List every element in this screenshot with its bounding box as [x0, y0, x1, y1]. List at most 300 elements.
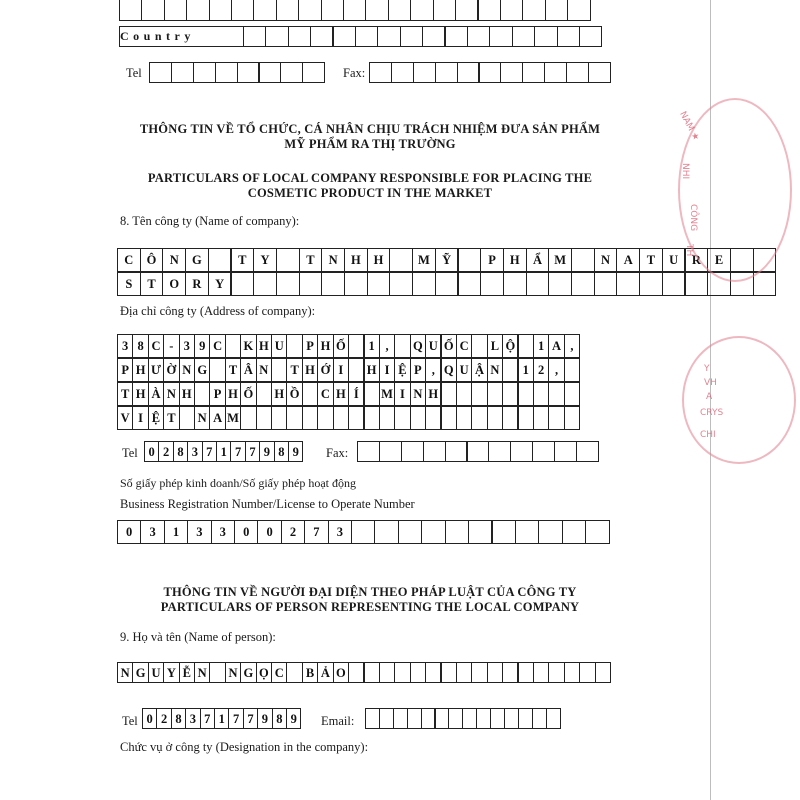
char-cell: [393, 708, 408, 729]
char-cell: [522, 62, 545, 83]
char-cell: [478, 62, 501, 83]
char-cell: [276, 0, 300, 21]
red-stamp-lower: [682, 336, 796, 464]
char-cell: N: [179, 358, 196, 382]
person-name-label: 9. Họ và tên (Name of person):: [120, 630, 276, 644]
char-cell: [317, 406, 334, 430]
char-cell: N: [117, 662, 134, 683]
char-cell: [533, 382, 550, 406]
char-cell: C: [148, 334, 165, 358]
char-cell: 7: [304, 520, 329, 544]
company-fax-grid[interactable]: [358, 441, 599, 462]
char-cell: [517, 334, 534, 358]
company-address-grid-row1[interactable]: [118, 334, 580, 358]
char-cell: [462, 708, 477, 729]
char-cell: Ố: [440, 334, 457, 358]
char-cell: [276, 248, 300, 272]
designation-label: Chức vụ ở công ty (Designation in the company):: [120, 740, 369, 754]
char-cell: 9: [194, 334, 211, 358]
char-cell: H: [302, 358, 319, 382]
char-cell: 3: [185, 708, 201, 729]
char-cell: U: [425, 334, 442, 358]
stamp-text-lower-5: CHI: [700, 430, 716, 440]
char-cell: [503, 272, 527, 296]
char-cell: [209, 0, 233, 21]
char-cell: C: [117, 248, 141, 272]
char-cell: [571, 248, 595, 272]
char-cell: [193, 62, 216, 83]
char-cell: [321, 272, 345, 296]
char-cell: M: [225, 406, 242, 430]
char-cell: M: [379, 382, 396, 406]
char-cell: [489, 26, 513, 47]
char-cell: [554, 441, 577, 462]
char-cell: [510, 441, 533, 462]
char-cell: 3: [187, 441, 203, 462]
char-cell: [545, 0, 569, 21]
char-cell: Ệ: [148, 406, 165, 430]
char-cell: [471, 334, 488, 358]
char-cell: H: [179, 382, 196, 406]
char-cell: [457, 248, 481, 272]
char-cell: C: [456, 334, 473, 358]
char-cell: Ậ: [471, 358, 488, 382]
char-cell: R: [684, 248, 708, 272]
char-cell: [363, 662, 380, 683]
char-cell: [546, 708, 561, 729]
char-cell: [457, 62, 480, 83]
char-cell: [344, 272, 368, 296]
char-cell: [500, 0, 524, 21]
char-cell: [299, 272, 323, 296]
char-cell: E: [707, 248, 731, 272]
char-cell: [365, 708, 380, 729]
char-cell: 7: [245, 441, 261, 462]
char-cell: -: [163, 334, 180, 358]
char-cell: [271, 358, 288, 382]
char-cell: H: [256, 334, 273, 358]
char-cell: N: [194, 662, 211, 683]
company-name-grid-row2[interactable]: [118, 272, 776, 296]
char-cell: N: [487, 358, 504, 382]
char-cell: [394, 334, 411, 358]
char-cell: 2: [281, 520, 306, 544]
char-cell: [410, 662, 427, 683]
char-cell: [491, 520, 516, 544]
char-cell: 8: [132, 334, 149, 358]
char-cell: C: [271, 662, 288, 683]
char-cell: 8: [274, 441, 290, 462]
char-cell: [401, 441, 424, 462]
char-cell: [351, 520, 376, 544]
char-cell: [480, 272, 504, 296]
char-cell: [253, 272, 277, 296]
char-cell: 7: [200, 708, 216, 729]
char-cell: G: [132, 662, 149, 683]
char-cell: 3: [179, 334, 196, 358]
char-cell: [365, 0, 389, 21]
char-cell: H: [333, 382, 350, 406]
char-cell: H: [367, 248, 391, 272]
char-cell: [302, 406, 319, 430]
char-cell: [363, 382, 380, 406]
char-cell: [455, 0, 479, 21]
char-cell: 3: [211, 520, 236, 544]
char-cell: [332, 26, 356, 47]
char-cell: [422, 26, 446, 47]
char-cell: [456, 662, 473, 683]
char-cell: [321, 0, 345, 21]
char-cell: 0: [144, 441, 160, 462]
char-cell: [302, 382, 319, 406]
char-cell: [421, 520, 446, 544]
char-cell: [532, 441, 555, 462]
char-cell: [512, 26, 536, 47]
char-cell: [421, 708, 436, 729]
char-cell: [595, 662, 612, 683]
char-cell: 0: [142, 708, 158, 729]
char-cell: [487, 382, 504, 406]
char-cell: K: [240, 334, 257, 358]
company-heading-en-2: COSMETIC PRODUCT IN THE MARKET: [247, 186, 493, 200]
char-cell: [562, 520, 587, 544]
char-cell: T: [286, 358, 303, 382]
char-cell: [363, 406, 380, 430]
char-cell: [515, 520, 540, 544]
char-cell: Ư: [148, 358, 165, 382]
char-cell: [230, 272, 254, 296]
char-cell: [448, 708, 463, 729]
char-cell: A: [548, 334, 565, 358]
char-cell: 3: [328, 520, 353, 544]
char-cell: N: [225, 662, 242, 683]
char-cell: H: [344, 248, 368, 272]
char-cell: [753, 272, 777, 296]
char-cell: [502, 406, 519, 430]
char-cell: N: [163, 382, 180, 406]
company-address-grid-row4[interactable]: [118, 406, 580, 430]
char-cell: [504, 708, 519, 729]
char-cell: T: [230, 248, 254, 272]
char-cell: N: [594, 248, 618, 272]
char-cell: Ộ: [502, 334, 519, 358]
char-cell: 9: [257, 708, 273, 729]
char-cell: [500, 62, 523, 83]
char-cell: ,: [564, 334, 581, 358]
char-cell: M: [548, 248, 572, 272]
char-cell: [355, 26, 379, 47]
char-cell: [517, 406, 534, 430]
char-cell: 7: [230, 441, 246, 462]
char-cell: U: [456, 358, 473, 382]
person-tel-grid[interactable]: [143, 708, 301, 729]
char-cell: [564, 662, 581, 683]
char-cell: [256, 382, 273, 406]
char-cell: [548, 406, 565, 430]
char-cell: [588, 62, 611, 83]
char-cell: G: [194, 358, 211, 382]
char-cell: [538, 520, 563, 544]
char-cell: [379, 708, 394, 729]
stamp-text-middle-side: TH: [684, 244, 694, 257]
char-cell: Ô: [140, 248, 164, 272]
tel-grid-top[interactable]: [150, 62, 325, 83]
char-cell: ,: [425, 358, 442, 382]
char-cell: [379, 406, 396, 430]
char-cell: [240, 406, 257, 430]
char-cell: [310, 26, 334, 47]
company-heading-vi-2: MỸ PHẨM RA THỊ TRƯỜNG: [284, 137, 456, 151]
char-cell: I: [394, 382, 411, 406]
char-cell: 0: [117, 520, 142, 544]
char-cell: [662, 272, 686, 296]
char-cell: [379, 441, 402, 462]
tel-label-top: Tel: [126, 66, 142, 80]
char-cell: [258, 62, 281, 83]
char-cell: [445, 441, 468, 462]
char-cell: 8: [272, 708, 288, 729]
char-cell: [164, 0, 188, 21]
char-cell: [518, 708, 533, 729]
char-cell: 1: [214, 708, 230, 729]
company-tel-grid[interactable]: [145, 441, 303, 462]
representative-heading-vi: THÔNG TIN VỀ NGƯỜI ĐẠI DIỆN THEO PHÁP LUẬT CỦA CÔNG TY: [163, 585, 577, 599]
company-fax-label: Fax:: [326, 446, 349, 460]
char-cell: [298, 0, 322, 21]
char-cell: [533, 406, 550, 430]
char-cell: N: [194, 406, 211, 430]
char-cell: [440, 662, 457, 683]
char-cell: [333, 406, 350, 430]
char-cell: [579, 26, 603, 47]
char-cell: H: [317, 334, 334, 358]
char-cell: 9: [259, 441, 275, 462]
char-cell: [522, 0, 546, 21]
char-cell: [576, 441, 599, 462]
char-cell: [616, 272, 640, 296]
char-cell: Ả: [317, 662, 334, 683]
char-cell: [374, 520, 399, 544]
char-cell: M: [412, 248, 436, 272]
char-cell: [476, 708, 491, 729]
char-cell: [548, 662, 565, 683]
char-cell: [435, 272, 459, 296]
char-cell: [435, 62, 458, 83]
char-cell: [488, 441, 511, 462]
char-cell: N: [321, 248, 345, 272]
company-address-label: Địa chỉ công ty (Address of company):: [120, 304, 316, 318]
char-cell: [564, 406, 581, 430]
char-cell: 7: [202, 441, 218, 462]
char-cell: 1: [164, 520, 189, 544]
stamp-text-middle: CÔNG: [688, 204, 698, 232]
char-cell: [237, 62, 260, 83]
char-cell: [467, 26, 491, 47]
company-address-grid-row2[interactable]: [118, 358, 580, 382]
char-cell: [433, 0, 457, 21]
stamp-text-lower-1: Y: [704, 364, 710, 374]
char-cell: [440, 382, 457, 406]
char-cell: [149, 62, 172, 83]
char-cell: [194, 382, 211, 406]
char-cell: 1: [363, 334, 380, 358]
char-cell: [533, 662, 550, 683]
char-cell: [425, 662, 442, 683]
person-name-grid[interactable]: [118, 662, 611, 683]
stamp-text-top-side: NHI: [680, 163, 690, 180]
char-cell: [256, 406, 273, 430]
char-cell: Y: [208, 272, 232, 296]
fax-label-top: Fax:: [343, 66, 366, 80]
email-label: Email:: [321, 714, 355, 728]
char-cell: [544, 62, 567, 83]
char-cell: [571, 272, 595, 296]
char-cell: [410, 0, 434, 21]
fax-grid-top[interactable]: [370, 62, 611, 83]
char-cell: 0: [234, 520, 259, 544]
char-cell: [215, 62, 238, 83]
company-name-label: 8. Tên công ty (Name of company):: [120, 214, 300, 228]
company-address-grid-row3[interactable]: [118, 382, 580, 406]
char-cell: [225, 334, 242, 358]
char-cell: Ớ: [317, 358, 334, 382]
char-cell: 0: [257, 520, 282, 544]
char-cell: 3: [140, 520, 165, 544]
char-cell: Í: [348, 382, 365, 406]
char-cell: [208, 248, 232, 272]
company-heading-vi-1: THÔNG TIN VỀ TỔ CHỨC, CÁ NHÂN CHỊU TRÁCH NHIỆM ĐƯA SẢN PHẨM: [139, 122, 601, 136]
char-cell: O: [162, 272, 186, 296]
char-cell: [389, 272, 413, 296]
char-cell: [502, 358, 519, 382]
char-cell: [302, 62, 325, 83]
char-cell: [594, 272, 618, 296]
char-cell: Q: [440, 358, 457, 382]
char-cell: [564, 358, 581, 382]
char-cell: I: [379, 358, 396, 382]
char-cell: [179, 406, 196, 430]
char-cell: [434, 708, 449, 729]
char-cell: B: [302, 662, 319, 683]
char-cell: T: [163, 406, 180, 430]
char-cell: Ồ: [286, 382, 303, 406]
char-cell: [471, 406, 488, 430]
char-cell: [265, 26, 289, 47]
char-cell: 7: [228, 708, 244, 729]
char-cell: [288, 26, 312, 47]
char-cell: V: [117, 406, 134, 430]
char-cell: 2: [158, 441, 174, 462]
char-cell: [468, 520, 493, 544]
char-cell: [391, 62, 414, 83]
char-cell: [487, 406, 504, 430]
char-cell: [348, 358, 365, 382]
char-cell: 1: [216, 441, 232, 462]
email-grid[interactable]: [366, 708, 561, 729]
char-cell: O: [333, 662, 350, 683]
char-cell: [457, 272, 481, 296]
char-cell: [412, 272, 436, 296]
char-cell: [502, 662, 519, 683]
char-cell: [394, 406, 411, 430]
char-cell: [548, 272, 572, 296]
char-cell: [532, 708, 547, 729]
char-cell: [579, 662, 596, 683]
char-cell: [440, 406, 457, 430]
char-cell: [567, 0, 591, 21]
char-cell: [517, 382, 534, 406]
char-cell: H: [503, 248, 527, 272]
char-cell: [286, 662, 303, 683]
char-cell: [141, 0, 165, 21]
char-cell: 1: [517, 358, 534, 382]
char-cell: T: [117, 382, 134, 406]
company-tel-label: Tel: [122, 446, 138, 460]
char-cell: [400, 26, 424, 47]
char-cell: Y: [163, 662, 180, 683]
char-cell: [231, 0, 255, 21]
stamp-text-lower-3: A: [706, 392, 713, 402]
char-cell: H: [271, 382, 288, 406]
person-tel-label: Tel: [122, 714, 138, 728]
char-cell: [423, 441, 446, 462]
char-cell: [348, 662, 365, 683]
char-cell: [444, 26, 468, 47]
char-cell: [490, 708, 505, 729]
char-cell: [471, 382, 488, 406]
char-cell: [534, 26, 558, 47]
top-partial-grid: [120, 0, 591, 21]
char-cell: [502, 382, 519, 406]
char-cell: [186, 0, 210, 21]
char-cell: H: [132, 382, 149, 406]
char-cell: [369, 62, 392, 83]
char-cell: A: [616, 248, 640, 272]
char-cell: [564, 382, 581, 406]
char-cell: 9: [286, 708, 302, 729]
char-cell: T: [299, 248, 323, 272]
license-label-en: Business Registration Number/License to Operate Number: [120, 497, 415, 511]
char-cell: N: [410, 382, 427, 406]
license-number-grid[interactable]: [118, 520, 610, 544]
char-cell: L: [487, 334, 504, 358]
char-cell: T: [639, 248, 663, 272]
char-cell: [271, 406, 288, 430]
char-cell: N: [162, 248, 186, 272]
char-cell: [388, 0, 412, 21]
char-cell: [410, 406, 427, 430]
stamp-text-top: NAM ★: [677, 110, 701, 143]
char-cell: H: [363, 358, 380, 382]
char-cell: [477, 0, 501, 21]
char-cell: [119, 0, 143, 21]
char-cell: [526, 272, 550, 296]
char-cell: [557, 26, 581, 47]
char-cell: [243, 26, 267, 47]
char-cell: Â: [240, 358, 257, 382]
char-cell: T: [140, 272, 164, 296]
char-cell: À: [148, 382, 165, 406]
char-cell: Ẩ: [526, 248, 550, 272]
char-cell: [357, 441, 380, 462]
company-name-grid-row1[interactable]: [118, 248, 776, 272]
char-cell: H: [425, 382, 442, 406]
char-cell: ,: [379, 334, 396, 358]
char-cell: [445, 520, 470, 544]
char-cell: H: [132, 358, 149, 382]
char-cell: P: [117, 358, 134, 382]
stamp-text-lower-4: CRYS: [700, 408, 724, 418]
